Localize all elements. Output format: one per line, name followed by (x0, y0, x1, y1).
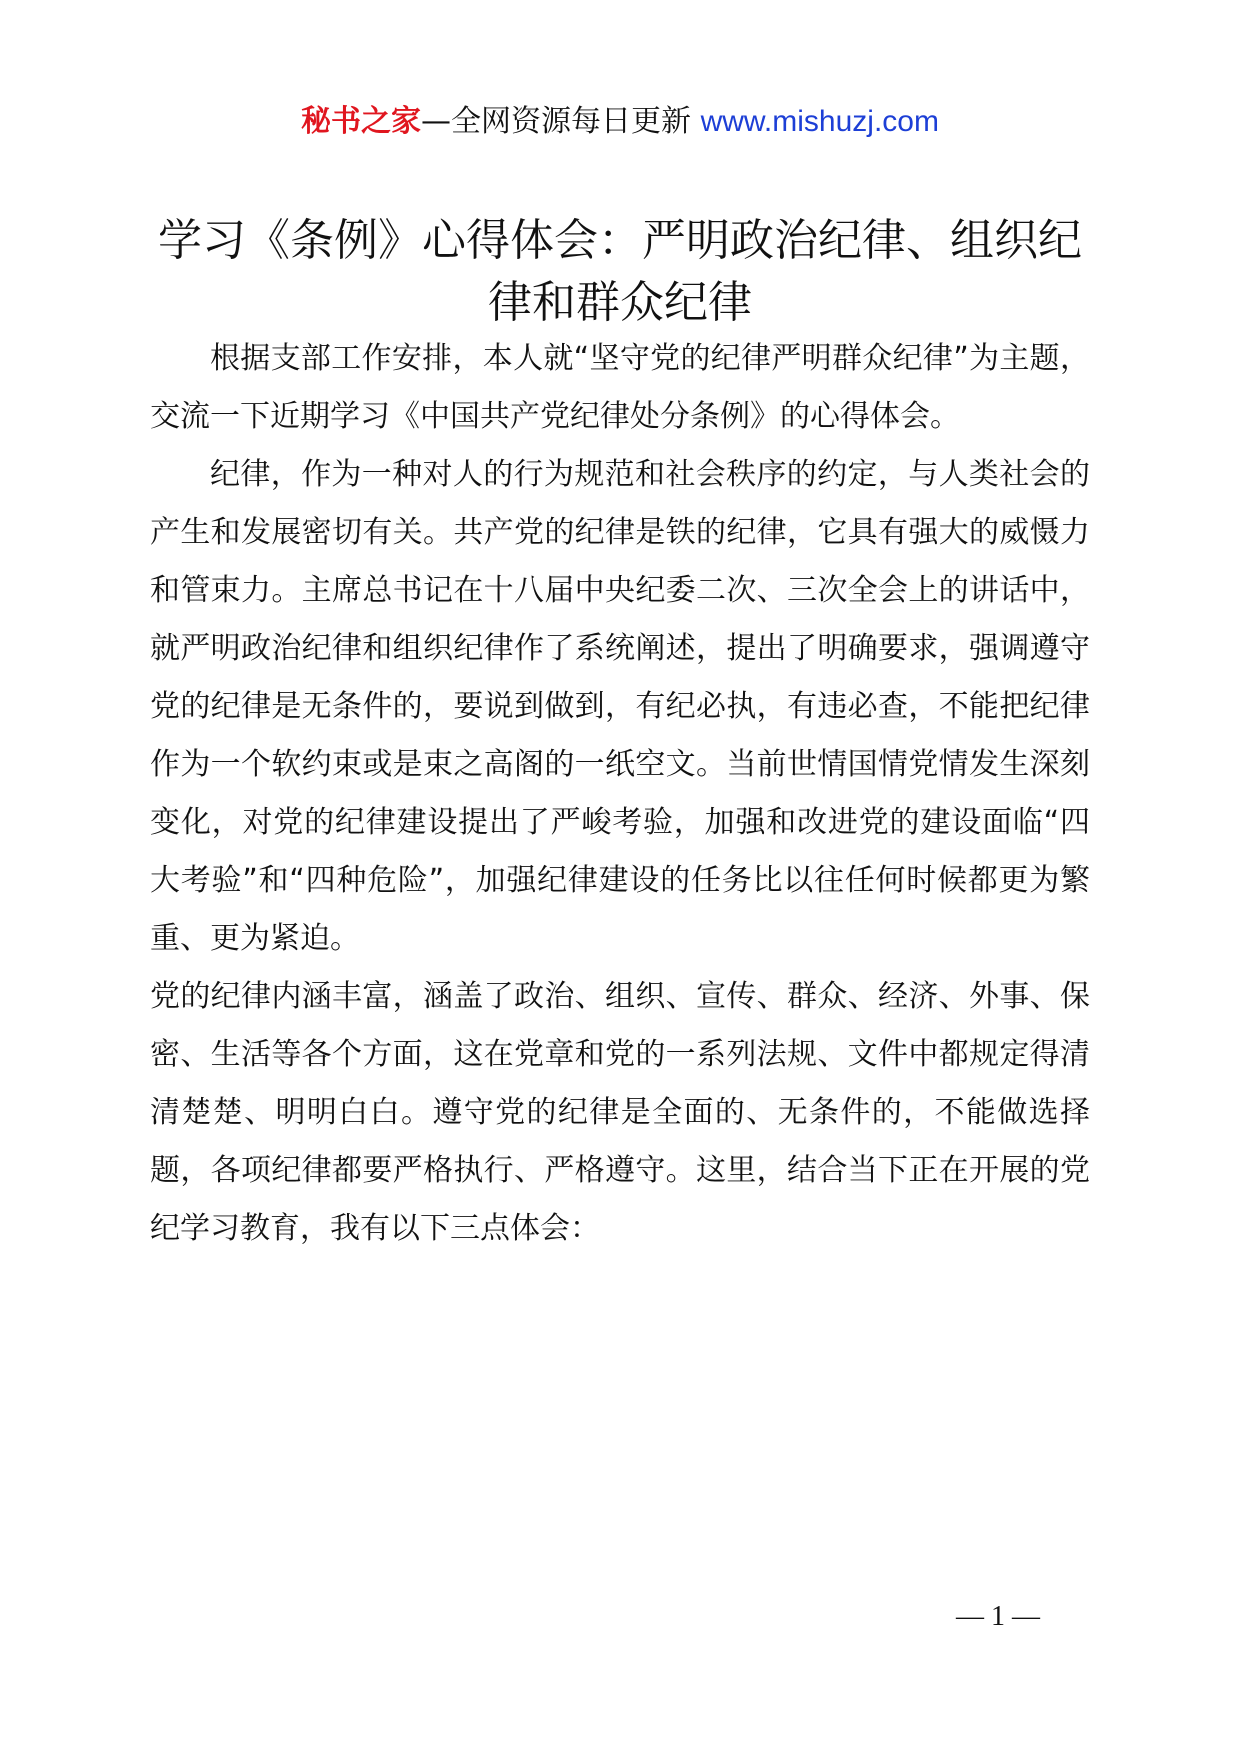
document-body (150, 330, 1090, 1258)
paragraph-discipline: 纪律，作为一种对人的行为规范和社会秩序的约定，与人类社会的产生和发展密切有关。共产党的纪律是铁的纪律，它具有强大的威慑力和管束力。主席总书记在十八届中央纪委二次、三次全会上的讲话中，就严明政治纪律和组织纪律作了系统阐述，提出了明确要求，强调遵守党的纪律是无条件的，要说到做到，有纪必执，有违必查，不能把纪律作为一个软约束或是束之高阁的一纸空文。当前世情国情党情发生深刻变化，对党的纪律建设提出了严峻考验，加强和改进党的建设面临“四大考验”和“四种危险”，加强纪律建设的任务比以往任何时候都更为繁重、更为紧迫。 (150, 457, 1090, 956)
document-title: 学习《条例》心得体会：严明政治纪律、组织纪律和群众纪律 (158, 215, 1082, 328)
site-url-link[interactable]: www.mishuzj.com (700, 105, 939, 138)
page-number: — 1 — (956, 1601, 1040, 1632)
page-footer (0, 1597, 1240, 1637)
site-banner (0, 100, 1240, 144)
banner-tagline: —全网资源每日更新 (421, 104, 692, 139)
paragraph-connotation: 党的纪律内涵丰富，涵盖了政治、组织、宣传、群众、经济、外事、保密、生活等各个方面，这在党章和党的一系列法规、文件中都规定得清清楚楚、明明白白。遵守党的纪律是全面的、无条件的，不能做选择题，各项纪律都要严格执行、严格遵守。这里，结合当下正在开展的党纪学习教育，我有以下三点体会： (150, 979, 1090, 1246)
paragraph-intro: 根据支部工作安排，本人就“坚守党的纪律严明群众纪律”为主题，交流一下近期学习《中国共产党纪律处分条例》的心得体会。 (150, 341, 1090, 434)
brand-name: 秘书之家 (301, 104, 422, 139)
